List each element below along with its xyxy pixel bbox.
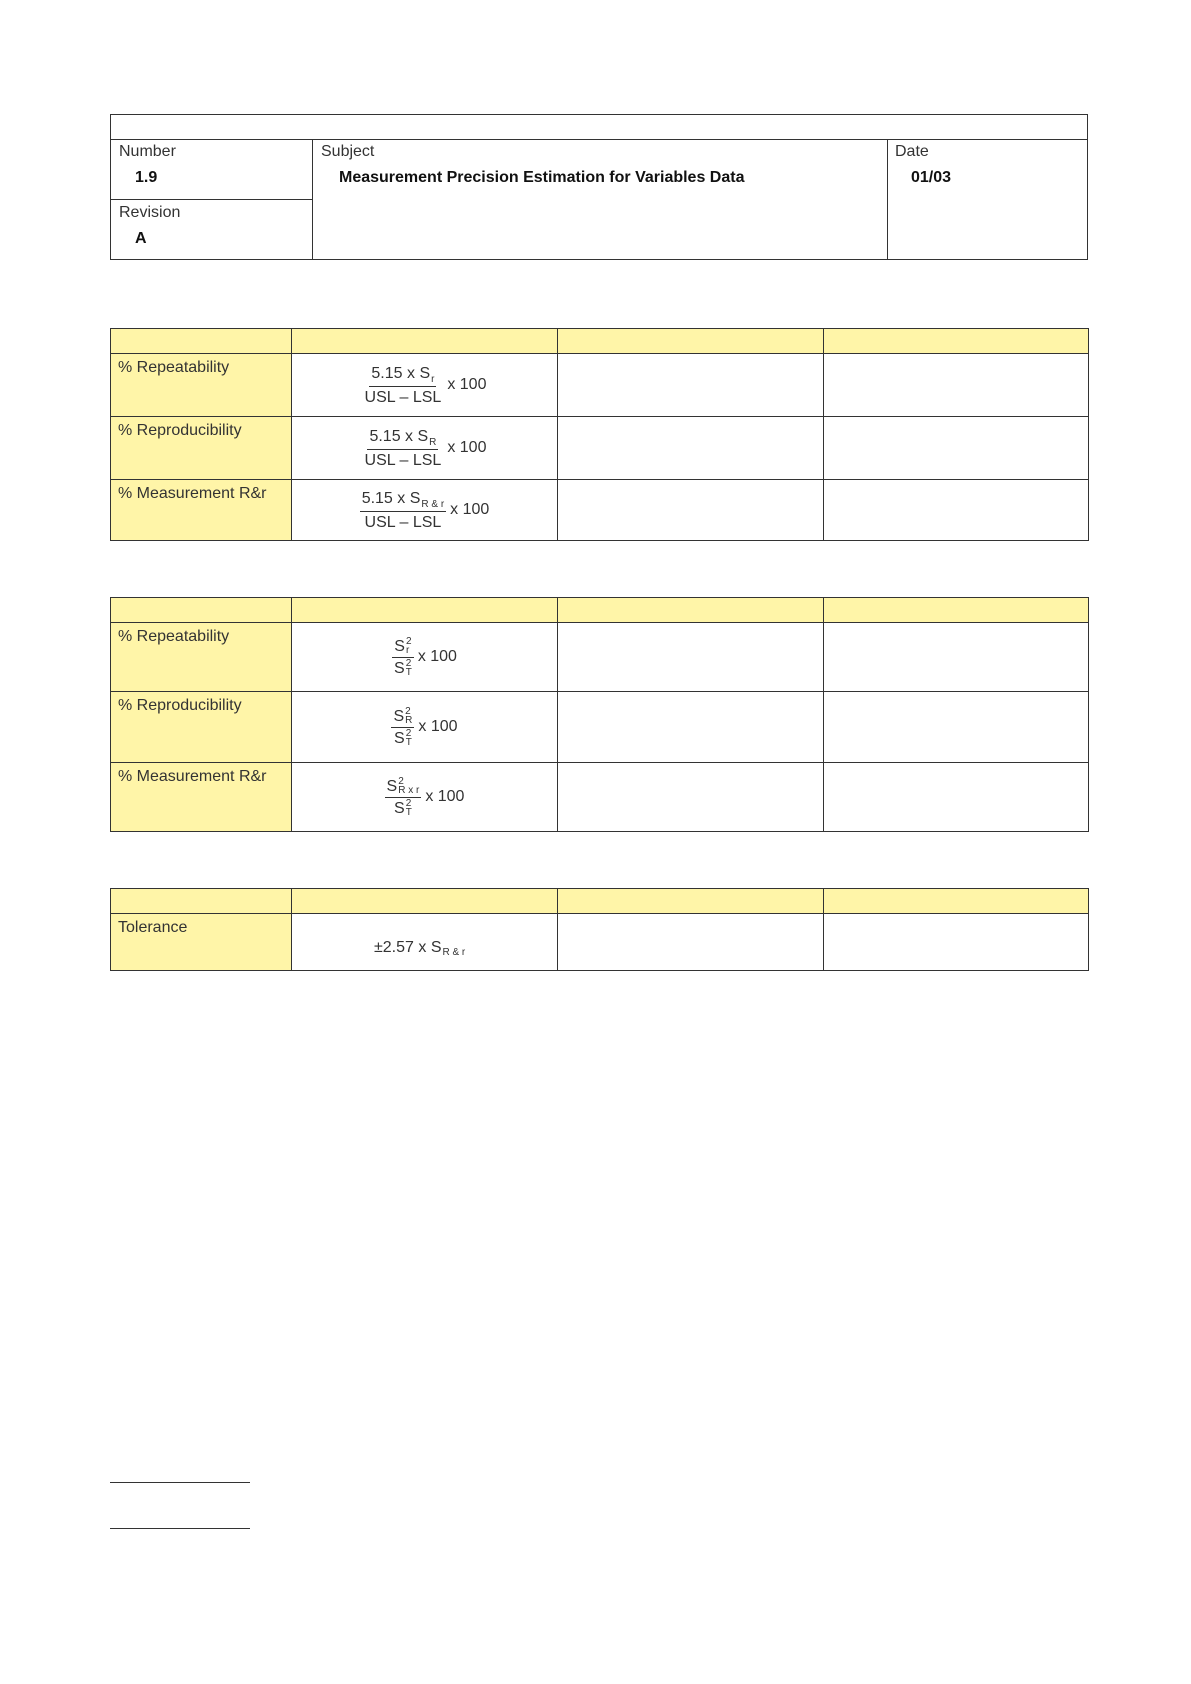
number-label: Number bbox=[119, 143, 176, 160]
table-row bbox=[111, 623, 1089, 692]
fraction: $\frac{5.15 x S_R}{\text{USL – LSL}}$ bbox=[364, 427, 442, 469]
formula: ± 2.57 x S R & r bbox=[374, 939, 466, 958]
empty-cell bbox=[558, 354, 824, 417]
table-row bbox=[111, 354, 1089, 417]
row-label: % Repeatability bbox=[111, 354, 292, 417]
fraction: S 2 r S 2 T bbox=[394, 636, 412, 679]
table-header-row bbox=[111, 889, 1089, 914]
table-row bbox=[111, 417, 1089, 480]
table-row bbox=[111, 480, 1089, 541]
fraction: $\frac{5.15 x S_{R \& r}}{\text{USL – LSL}}$ bbox=[361, 489, 445, 531]
column-divider bbox=[111, 199, 312, 200]
empty-cell bbox=[824, 480, 1089, 541]
formula: S 2 R S 2 T x 100 bbox=[393, 706, 458, 749]
formula: $\frac{5.15 x S_r}{\text{USL – LSL}}$ x 100 bbox=[364, 364, 487, 406]
formula-cell bbox=[292, 480, 558, 541]
document-header bbox=[110, 114, 1088, 260]
formula: S 2 R x r S 2 T x 100 bbox=[386, 776, 465, 819]
empty-cell bbox=[824, 692, 1089, 763]
row-label: % Repeatability bbox=[111, 623, 292, 692]
formula-cell bbox=[292, 623, 558, 692]
empty-cell bbox=[824, 914, 1089, 971]
formula-cell bbox=[292, 417, 558, 480]
number-value: 1.9 bbox=[135, 169, 158, 186]
plus-minus-sign: ± bbox=[374, 939, 383, 956]
empty-cell bbox=[558, 692, 824, 763]
row-label: % Measurement R&r bbox=[111, 480, 292, 541]
revision-label: Revision bbox=[119, 204, 181, 221]
subject-value: Measurement Precision Estimation for Variables Data bbox=[339, 169, 745, 186]
row-label: % Measurement R&r bbox=[111, 763, 292, 832]
table-row bbox=[111, 914, 1089, 971]
empty-cell bbox=[558, 623, 824, 692]
signature-line bbox=[110, 1482, 250, 1483]
row-label: % Reproducibility bbox=[111, 417, 292, 480]
row-label: Tolerance bbox=[111, 914, 292, 971]
empty-cell bbox=[558, 914, 824, 971]
formula: $\frac{5.15 x S_R}{\text{USL – LSL}}$ x 100 bbox=[364, 427, 487, 469]
table-header-row bbox=[111, 598, 1089, 623]
table-row bbox=[111, 692, 1089, 763]
formula: S 2 r S 2 T x 100 bbox=[394, 636, 457, 679]
empty-cell bbox=[558, 417, 824, 480]
table-row bbox=[111, 763, 1089, 832]
fraction: S 2 R x r S 2 T bbox=[386, 776, 420, 819]
empty-cell bbox=[558, 480, 824, 541]
empty-cell bbox=[824, 623, 1089, 692]
formula-cell bbox=[292, 914, 558, 971]
formula: $\frac{5.15 x S_{R \& r}}{\text{USL – LSL}}$ x 100 bbox=[361, 489, 490, 531]
table-header-row bbox=[111, 329, 1089, 354]
precision-variation-table bbox=[110, 597, 1089, 832]
date-label: Date bbox=[895, 143, 929, 160]
precision-tolerance-table bbox=[110, 328, 1089, 541]
empty-cell bbox=[824, 354, 1089, 417]
formula-cell bbox=[292, 692, 558, 763]
header-top-bar bbox=[111, 115, 1087, 140]
empty-cell bbox=[824, 763, 1089, 832]
signature-line bbox=[110, 1528, 250, 1529]
formula-cell bbox=[292, 763, 558, 832]
row-label: % Reproducibility bbox=[111, 692, 292, 763]
formula-cell bbox=[292, 354, 558, 417]
fraction: $\frac{5.15 x S_r}{\text{USL – LSL}}$ bbox=[364, 364, 442, 406]
empty-cell bbox=[824, 417, 1089, 480]
subject-label: Subject bbox=[321, 143, 375, 160]
date-value: 01/03 bbox=[911, 169, 952, 186]
revision-value: A bbox=[135, 230, 147, 247]
tolerance-table bbox=[110, 888, 1089, 971]
empty-cell bbox=[558, 763, 824, 832]
fraction: S 2 R S 2 T bbox=[393, 706, 413, 749]
